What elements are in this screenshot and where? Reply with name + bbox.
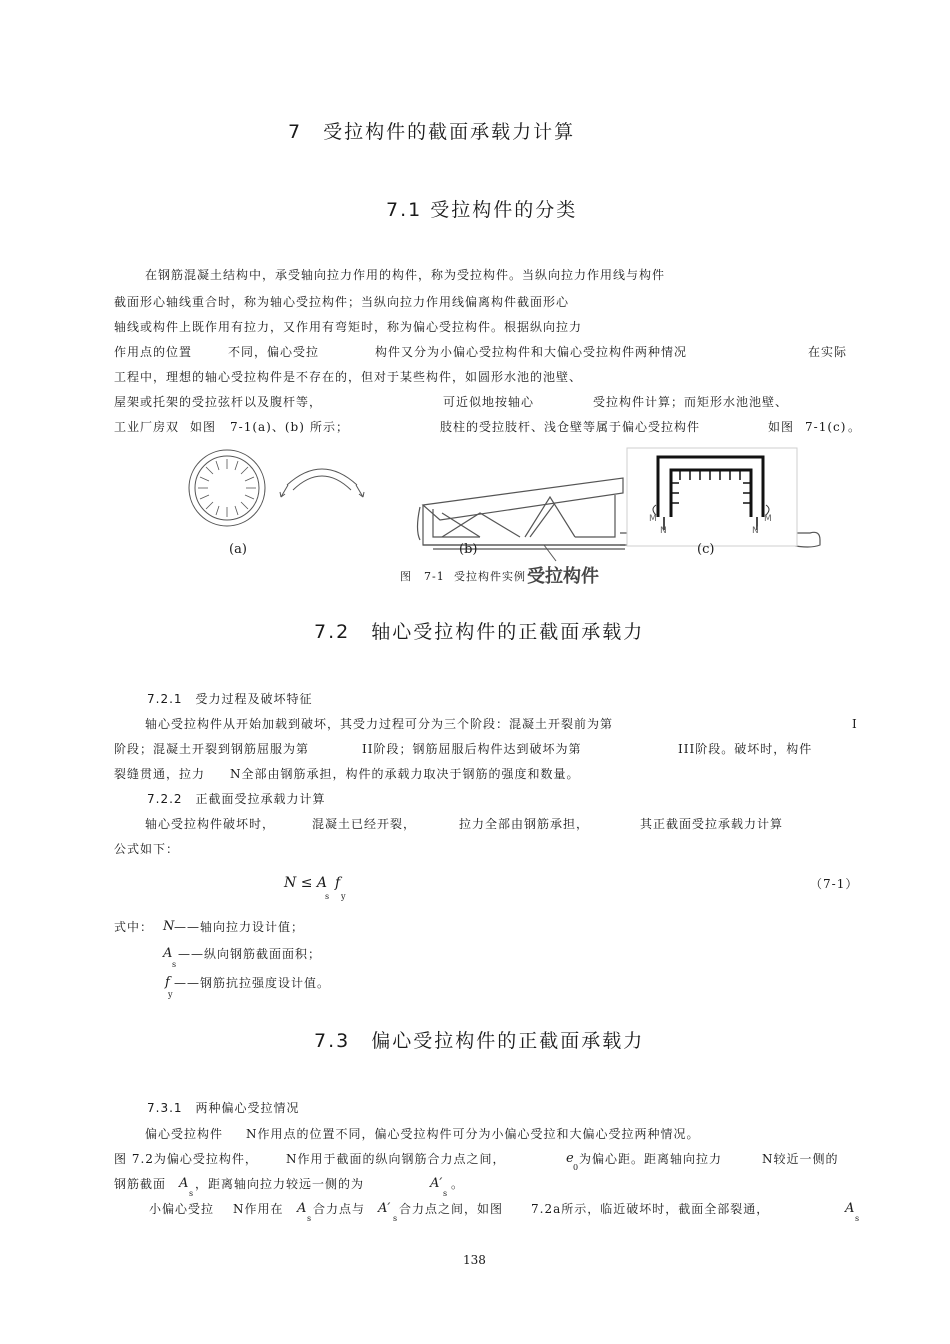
- para-line: 肢柱的受拉肢杆、浅仓壁等属于偏心受拉构件: [440, 420, 701, 434]
- para-line: III阶段。破坏时，构件: [678, 742, 813, 756]
- formula-main: N ≤ A: [284, 875, 327, 891]
- subsection-7-2-2-title: 7.2.2 正截面受拉承载力计算: [147, 792, 326, 806]
- para-line: 为偏心距。距离轴向拉力: [579, 1152, 723, 1166]
- frame-label-m: M: [649, 514, 657, 524]
- para-line: N作用在: [233, 1202, 284, 1216]
- subsection-7-2-1-title: 7.2.1 受力过程及破坏特征: [147, 692, 313, 706]
- def-symbol: A: [163, 946, 173, 961]
- symbol-e0: e: [566, 1151, 574, 1166]
- subsection-7-3-1-title: 7.3.1 两种偏心受拉情况: [147, 1101, 300, 1115]
- para-line: 可近似地按轴心: [443, 395, 535, 409]
- para-line: 其正截面受拉承载力计算: [640, 817, 784, 831]
- figure-inline-label: 受拉构件: [527, 566, 599, 587]
- para-line: 作用点的位置: [114, 345, 193, 359]
- section-7-2-title: 7.2 轴心受拉构件的正截面承载力: [314, 621, 645, 643]
- para-line: N全部由钢筋承担，构件的承载力取决于钢筋的强度和数量。: [230, 767, 580, 781]
- def-text: ——钢筋抗拉强度设计值。: [174, 976, 331, 990]
- para-line: ，距离轴向拉力较远一侧的为: [195, 1177, 365, 1191]
- formula-sub-s: s: [325, 892, 330, 901]
- para-line: 7-1(a)、(b): [230, 420, 305, 434]
- para-line: 屋架或托架的受拉弦杆以及腹杆等，: [114, 395, 323, 409]
- para-line: N作用于截面的纵向钢筋合力点之间，: [286, 1152, 506, 1166]
- arc-segment-drawing: [280, 469, 364, 497]
- symbol-as-prime-sub: s: [443, 1189, 448, 1198]
- para-line: 图 7.2为偏心受拉构件，: [114, 1152, 258, 1166]
- para-line: 。: [848, 420, 862, 434]
- figure-label-a: (a): [229, 542, 247, 557]
- section-7-1-title: 7.1 受拉构件的分类: [386, 199, 578, 221]
- def-symbol: f: [165, 975, 170, 990]
- symbol-as-prime-sub: s: [393, 1214, 398, 1223]
- para-line: 工程中，理想的轴心受拉构件是不存在的，但对于某些构件，如圆形水池的池壁、: [114, 370, 583, 384]
- para-line: 钢筋截面: [114, 1177, 167, 1191]
- para-line: 如图: [190, 420, 217, 434]
- def-subscript: y: [168, 990, 173, 999]
- para-line: 裂缝贯通，拉力: [114, 767, 206, 781]
- def-symbol: N: [163, 919, 175, 934]
- para-line: 截面形心轴线重合时，称为轴心受拉构件；当纵向拉力作用线偏离构件截面形心: [114, 295, 570, 309]
- symbol-as-sub: s: [307, 1214, 312, 1223]
- para-line: 受拉构件计算；而矩形水池池壁、: [593, 395, 789, 409]
- para-line: 7.2a所示，临近破坏时，截面全部裂通，: [531, 1202, 770, 1216]
- figure-label-c: (c): [697, 542, 715, 557]
- chapter-title: 7 受拉构件的截面承载力计算: [288, 121, 576, 143]
- callout-leader: [544, 545, 556, 561]
- para-line: 所示；: [310, 420, 350, 434]
- para-line: 合力点与: [313, 1202, 366, 1216]
- page-number: 138: [463, 1253, 486, 1267]
- para-line: 。: [451, 1177, 465, 1191]
- para-line: 在钢筋混凝土结构中，承受轴向拉力作用的构件，称为受拉构件。当纵向拉力作用线与构件: [132, 268, 666, 282]
- formula-sub-y: y: [341, 892, 346, 901]
- where-label: 式中：: [114, 920, 154, 934]
- figure-caption-number: 图 7-1: [400, 570, 445, 583]
- symbol-e0-sub: 0: [573, 1163, 579, 1172]
- symbol-as: A: [297, 1201, 307, 1216]
- para-line: 轴心受拉构件从开始加载到破坏，其受力过程可分为三个阶段：混凝土开裂前为第: [132, 717, 614, 731]
- para-line: N较近一侧的: [762, 1152, 839, 1166]
- frame-label-n: N: [660, 526, 667, 536]
- figure-label-b: (b): [459, 542, 478, 557]
- section-7-3-title: 7.3 偏心受拉构件的正截面承载力: [314, 1030, 645, 1052]
- para-line: 拉力全部由钢筋承担，: [459, 817, 590, 831]
- symbol-as-prime: A′: [430, 1176, 443, 1191]
- para-line: 在实际: [808, 345, 848, 359]
- para-line: N作用点的位置不同，偏心受拉构件可分为小偏心受拉和大偏心受拉两种情况。: [246, 1127, 700, 1141]
- para-line: I: [852, 717, 858, 731]
- para-line: 阶段；混凝土开裂到钢筋屈服为第: [114, 742, 310, 756]
- formula-number: （7-1）: [810, 877, 859, 891]
- formula-f: f: [335, 875, 341, 891]
- para-line: 公式如下：: [114, 842, 180, 856]
- circular-tank-drawing: [189, 450, 265, 526]
- para-line: 不同，偏心受拉: [228, 345, 320, 359]
- para-line: II阶段；钢筋屈服后构件达到破坏为第: [362, 742, 582, 756]
- para-line: 轴线或构件上既作用有拉力，又作用有弯矩时，称为偏心受拉构件。根据纵向拉力: [114, 320, 583, 334]
- symbol-as-sub: s: [189, 1189, 194, 1198]
- symbol-as: A: [179, 1176, 189, 1191]
- frame-label-m: M: [764, 514, 772, 524]
- para-line: 如图: [768, 420, 795, 434]
- para-line: 轴心受拉构件破坏时，: [132, 817, 276, 831]
- para-line: 工业厂房双: [114, 420, 180, 434]
- frame-panel: [627, 448, 797, 546]
- para-line: 混凝土已经开裂，: [312, 817, 417, 831]
- def-subscript: s: [172, 960, 177, 969]
- def-text: ——纵向钢筋截面面积；: [178, 947, 322, 961]
- symbol-as-sub: s: [855, 1214, 860, 1223]
- frame-label-n: N: [752, 526, 759, 536]
- def-text: ——轴向拉力设计值；: [174, 920, 305, 934]
- figure-caption-text: 受拉构件实例: [454, 570, 526, 583]
- para-line: 7-1(c): [805, 420, 847, 434]
- symbol-as-prime: A′: [378, 1201, 391, 1216]
- para-line: 小偏心受拉: [136, 1202, 215, 1216]
- para-line: 偏心受拉构件: [132, 1127, 224, 1141]
- para-line: 合力点之间，如图: [399, 1202, 504, 1216]
- para-line: 构件又分为小偏心受拉构件和大偏心受拉构件两种情况: [375, 345, 688, 359]
- symbol-as: A: [845, 1201, 855, 1216]
